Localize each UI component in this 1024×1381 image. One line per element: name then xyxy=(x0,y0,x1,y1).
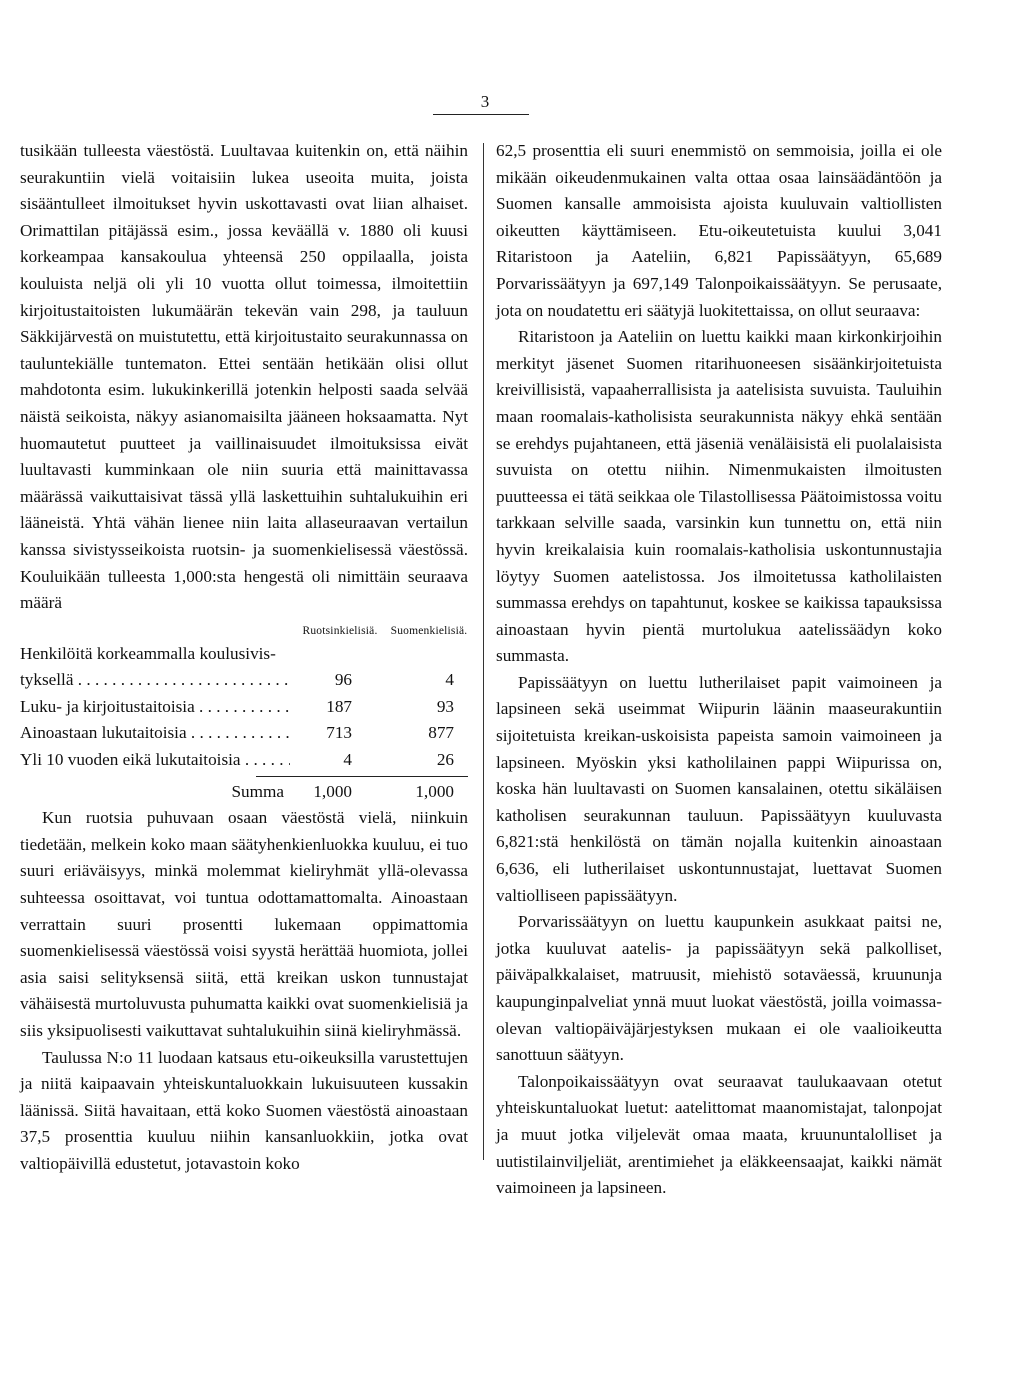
right-paragraph-4: Porvarissäätyyn on luettu kaupunkein asukkaat paitsi ne, jotka kuuluvat aatelis- ja papissäätyyn sekä palkolliset, päiväpalkkalaiset, matruusit, miehistö sotaväessä, kruununja kaupunginpalveliat ynnä muut luokat väestöstä, joilla voimassa-olevan valtiopäiväjärjestyksen mukaan ei ole vaalioikeutta sanottuun säätyyn. xyxy=(496,912,942,1065)
table-row xyxy=(20,641,468,668)
right-paragraph-3: Papissäätyyn on luettu lutherilaiset papit vaimoineen ja lapsineen sekä useimmat Wiipurin läänin maaseurakuntiin sijoitetuista kreikan-uskoisista papeista samoin vaimoineen ja lapsineen. Myöskin yksi katholilainen pappi Wiipurissa on, koska hän luultavasti on Suomen kansalainen, otettu sikäläisen katholisen seurakunnan tauluun. Papissäätyyn kuuluvasta 6,821:stä henkilöstä on tämän nojalla kuitenkin ainoastaan 6,636, eli lutherilaiset uskontunnustajat, luettavat Suomen valtiolliseen papissäätyyn. xyxy=(496,672,942,905)
cell-finnish: 877 xyxy=(428,723,454,743)
right-column xyxy=(496,138,942,1202)
leader-dots xyxy=(195,697,290,716)
cell-finnish: 93 xyxy=(436,696,454,716)
cell-finnish: 26 xyxy=(436,750,454,770)
cell-swedish: 713 xyxy=(326,723,352,743)
left-paragraph-1: tusikään tulleesta väestöstä. Luultavaa kuitenkin on, että näihin seurakuntiin vielä voitaisiin lukea useoita muita, joista sisääntulleet ilmoitukset hyvin uskottavasti ovat liian alhaiset. Orimattilan pitäjässä esim., jossa keväällä v. 1880 oli kuusi korkeampaa kansakoulua yhteensä 250 oppilaalla, joista kouluista neljä oli yli 10 vuotta ollut toimessa, ilmoitettiin kirjoitustaitoisten lukumäärän tekevän vain 298, ja tauluun Säkkijärvestä on muistutettu, että kirjoitustaito seurakunnassa on tauluntekiälle tuntematon. Ettei sentään hetikään olisi ollut mahdotonta esim. lukukinkerillä jotenkin helposti saada selvää näistä seikoista, näkyy asianomaisilta jääneen hoksaamatta. Nyt huomautetut puutteet ja vaillinaisuudet ilmoituksissa eivät luultavasti kumminkaan ole niin suuria että mainittavassa määrässä vaikuttaisivat tässä yllä laskettuihin suhtalukuihin eri lääneistä. Yhtä vähän lienee niin laita allaseuraavan vertailun kanssa sivistysseikoista ruotsin- ja suomenkielisessä väestössä. Kouluikään tulleesta 1,000:sta hengestä oli nimittäin seuraava määrä xyxy=(20,141,468,613)
table-row xyxy=(20,747,468,774)
right-paragraph-2: Ritaristoon ja Aateliin on luettu kaikki maan kirkonkirjoihin merkityt jäsenet Suomen ritarihuoneesen sisäänkirjoitetuista kreivillisistä, vapaaherrallisista ja aatelisista suvuista. Tauluihin maan roomalais-katholisista seurakunnista näkyy ehkä sentään se erehdys pujahtaneen, että jäseniä venäläisistä eli puolalaisista suvuista on otettu niihin. Nimenmukaisten ilmoitusten puutteessa ei tätä seikkaa ole Tilastollisessa Päätoimistossa voitu tarkkaan selville saada, varsinkin kun tunnettu on, että niin hyvin kreikalaisia kuin roomalais-katholisia uskontunnustajia löytyy Suomen aatelistossa. Jos ilmoitetussa katholilaisten summassa erehdys on tapahtunut, koskee se kaikissa tapauksissa ainoastaan hyvin pientä murtolukua aatelissäädyn koko summasta. xyxy=(496,327,942,666)
cell-swedish: 187 xyxy=(326,696,352,716)
left-paragraph-3: Taulussa N:o 11 luodaan katsaus etu-oikeuksilla varustettujen ja niitä kaipaavain yhteiskuntaluokkain lukuisuuteen kussakin läänissä. Siitä havaitaan, että koko Suomen väestöstä ainoastaan 37,5 prosenttia kuuluu niihin kansanluokkiin, jotka ovat valtiopäivillä edustetut, jotavastoin koko xyxy=(20,1047,468,1173)
column-divider xyxy=(483,143,484,1160)
header-swedish: Ruotsinkielisiä. xyxy=(302,624,378,637)
left-column xyxy=(20,138,468,1178)
table-row xyxy=(20,667,468,694)
cell-finnish: 4 xyxy=(445,670,454,690)
right-paragraph-5: Talonpoikaissäätyyn ovat seuraavat taulukaavaan otetut yhteiskuntaluokat luetut: aatelittomat maanomistajat, talonpojat ja muut jotka viljelevät omaa maata, kruununtalolliset ja uutistilainviljeliät, arentimiehet ja eläkkeensaajat, kaikki nämät vaimoineen ja lapsineen. xyxy=(496,1071,942,1198)
leader-dots xyxy=(241,750,290,769)
header-finnish: Suomenkielisiä. xyxy=(390,624,468,637)
table-header xyxy=(20,617,468,641)
row-label: Luku- ja kirjoitustaitoisia xyxy=(20,696,195,716)
cell-swedish: 4 xyxy=(343,750,352,770)
left-paragraph-2: Kun ruotsia puhuvaan osaan väestöstä vielä, niinkuin tiedetään, melkein koko maan säätyhenkienluokka kuuluu, ei tuo suuri eriäväisyys, minkä molemmat kieliryhmät yllä-olevassa suhteessa osoittavat, voi tuntua odottamattomalta. Ainoastaan verrattain suuri prosentti lukemaan oppimattomia suomenkielisessä väestössä voisi syystä herättää huomiota, jollei asia saisi selityksensä siitä, että kreikan uskon tunnustajat vähäisestä murtoluvusta puhumatta kaikki ovat suomenkielisiä ja siis yksipuolisesti vaikuttavat suhtalukuihin siinä kieliryhmässä. xyxy=(20,808,468,1040)
row-label-line1: Henkilöitä korkeammalla koulusivis- xyxy=(20,643,276,663)
row-label: tyksellä xyxy=(20,670,74,690)
sum-swedish: 1,000 xyxy=(313,781,352,801)
cell-swedish: 96 xyxy=(334,670,352,690)
sum-finnish: 1,000 xyxy=(415,781,454,801)
sum-label: Summa xyxy=(231,781,284,801)
row-label: Ainoastaan lukutaitoisia xyxy=(20,723,187,743)
table-row xyxy=(20,720,468,747)
sum-rule xyxy=(256,776,468,777)
leader-dots xyxy=(187,723,290,742)
table-row xyxy=(20,694,468,721)
row-label: Yli 10 vuoden eikä lukutaitoisia xyxy=(20,750,241,770)
page-number-rule xyxy=(433,114,529,115)
leader-dots xyxy=(73,670,290,689)
sum-row xyxy=(20,779,468,806)
page-number: 3 xyxy=(480,92,490,111)
literacy-table xyxy=(20,617,468,806)
right-paragraph-1: 62,5 prosenttia eli suuri enemmistö on semmoisia, joilla ei ole mikään oikeudenmukainen valta ottaa osaa lainsäädäntöön ja Suomen kansalle ammoisista ajoista kuuluvain valtiollisten oikeutten käyttämiseen. Etu-oikeutetuista kuului 3,041 Ritaristoon ja Aateliin, 6,821 Papissäätyyn, 65,689 Porvarissäätyyn ja 697,149 Talonpoikaissäätyyn. Se perusaate, jota on noudatettu eri säätyjä luokitettaissa, on ollut seuraava: xyxy=(496,141,942,320)
